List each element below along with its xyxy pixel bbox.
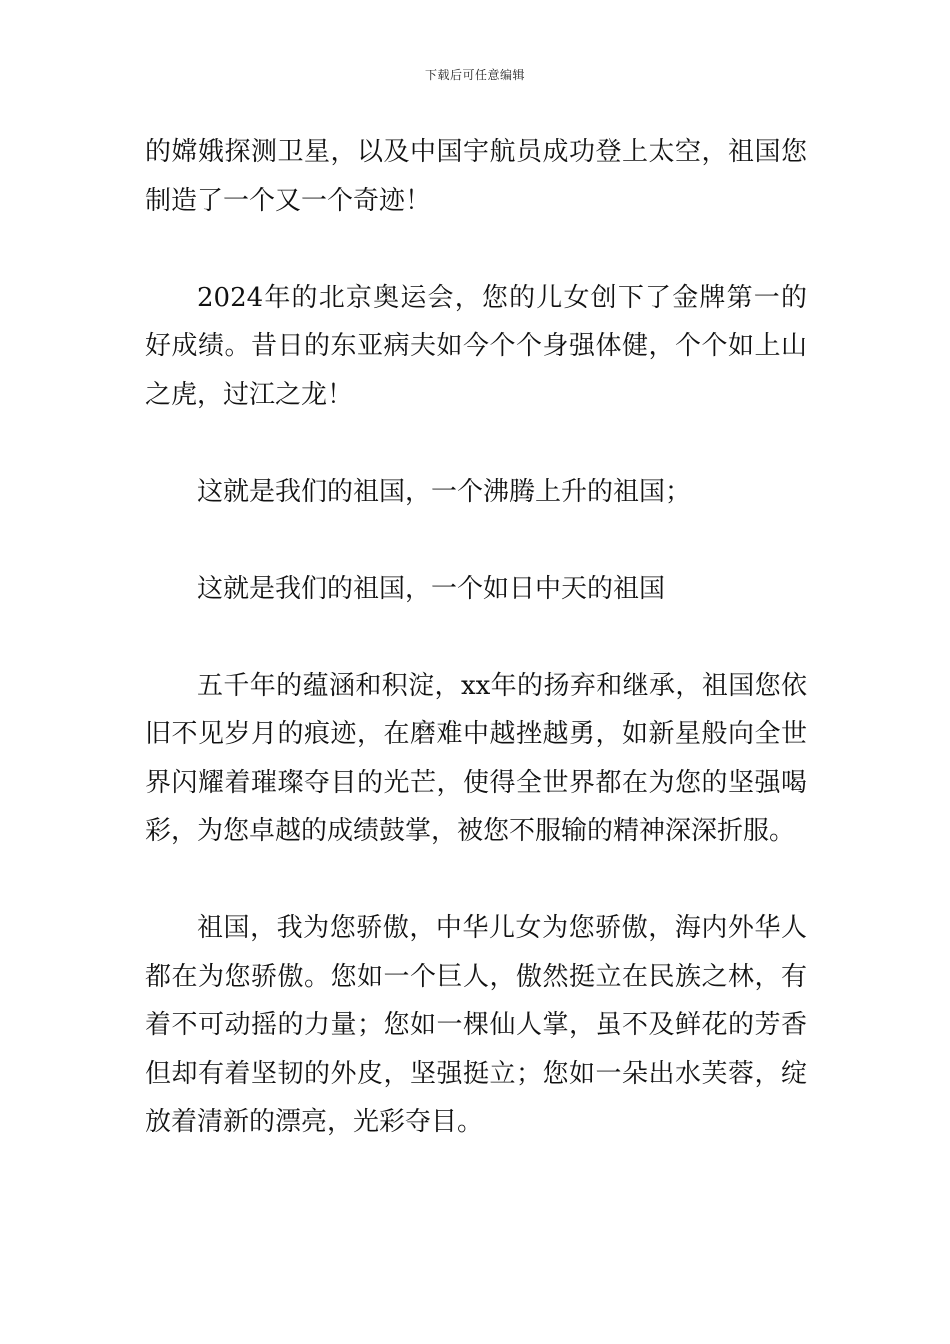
paragraph-spacer [145,613,807,662]
page-header-note: 下载后可任意编辑 [424,68,525,82]
document-body [145,128,807,1147]
paragraph-rising-motherland: 这就是我们的祖国，一个沸腾上升的祖国； [197,476,692,507]
paragraph-spacer [145,856,807,905]
paragraph-spacer [145,419,807,468]
paragraph-continuation: 的嫦娥探测卫星，以及中国宇航员成功登上太空，祖国您制造了一个又一个奇迹！ [145,137,807,216]
paragraph-spacer [145,516,807,565]
paragraph-five-thousand-years: 五千年的蕴涵和积淀，xx年的扬弃和继承，祖国您依旧不见岁月的痕迹，在磨难中越挫越勇，如新星般向全世界闪耀着璀璨夺目的光芒，使得全世界都在为您的坚强喝彩，为您卓越的成绩鼓掌，被您不服输的精神深深折服。 [145,670,807,846]
paragraph-olympics: 2024年的北京奥运会，您的儿女创下了金牌第一的好成绩。昔日的东亚病夫如今个个身强体健，个个如上山之虎，过江之龙！ [145,282,807,410]
paragraph-spacer [145,225,807,274]
paragraph-proud: 祖国，我为您骄傲，中华儿女为您骄傲，海内外华人都在为您骄傲。您如一个巨人，傲然挺立在民族之林，有着不可动摇的力量；您如一棵仙人掌，虽不及鲜花的芳香但却有着坚韧的外皮，坚强挺立；您如一朵出水芙蓉，绽放着清新的漂亮，光彩夺目。 [145,913,807,1137]
paragraph-midday-motherland: 这就是我们的祖国，一个如日中天的祖国 [197,573,666,604]
